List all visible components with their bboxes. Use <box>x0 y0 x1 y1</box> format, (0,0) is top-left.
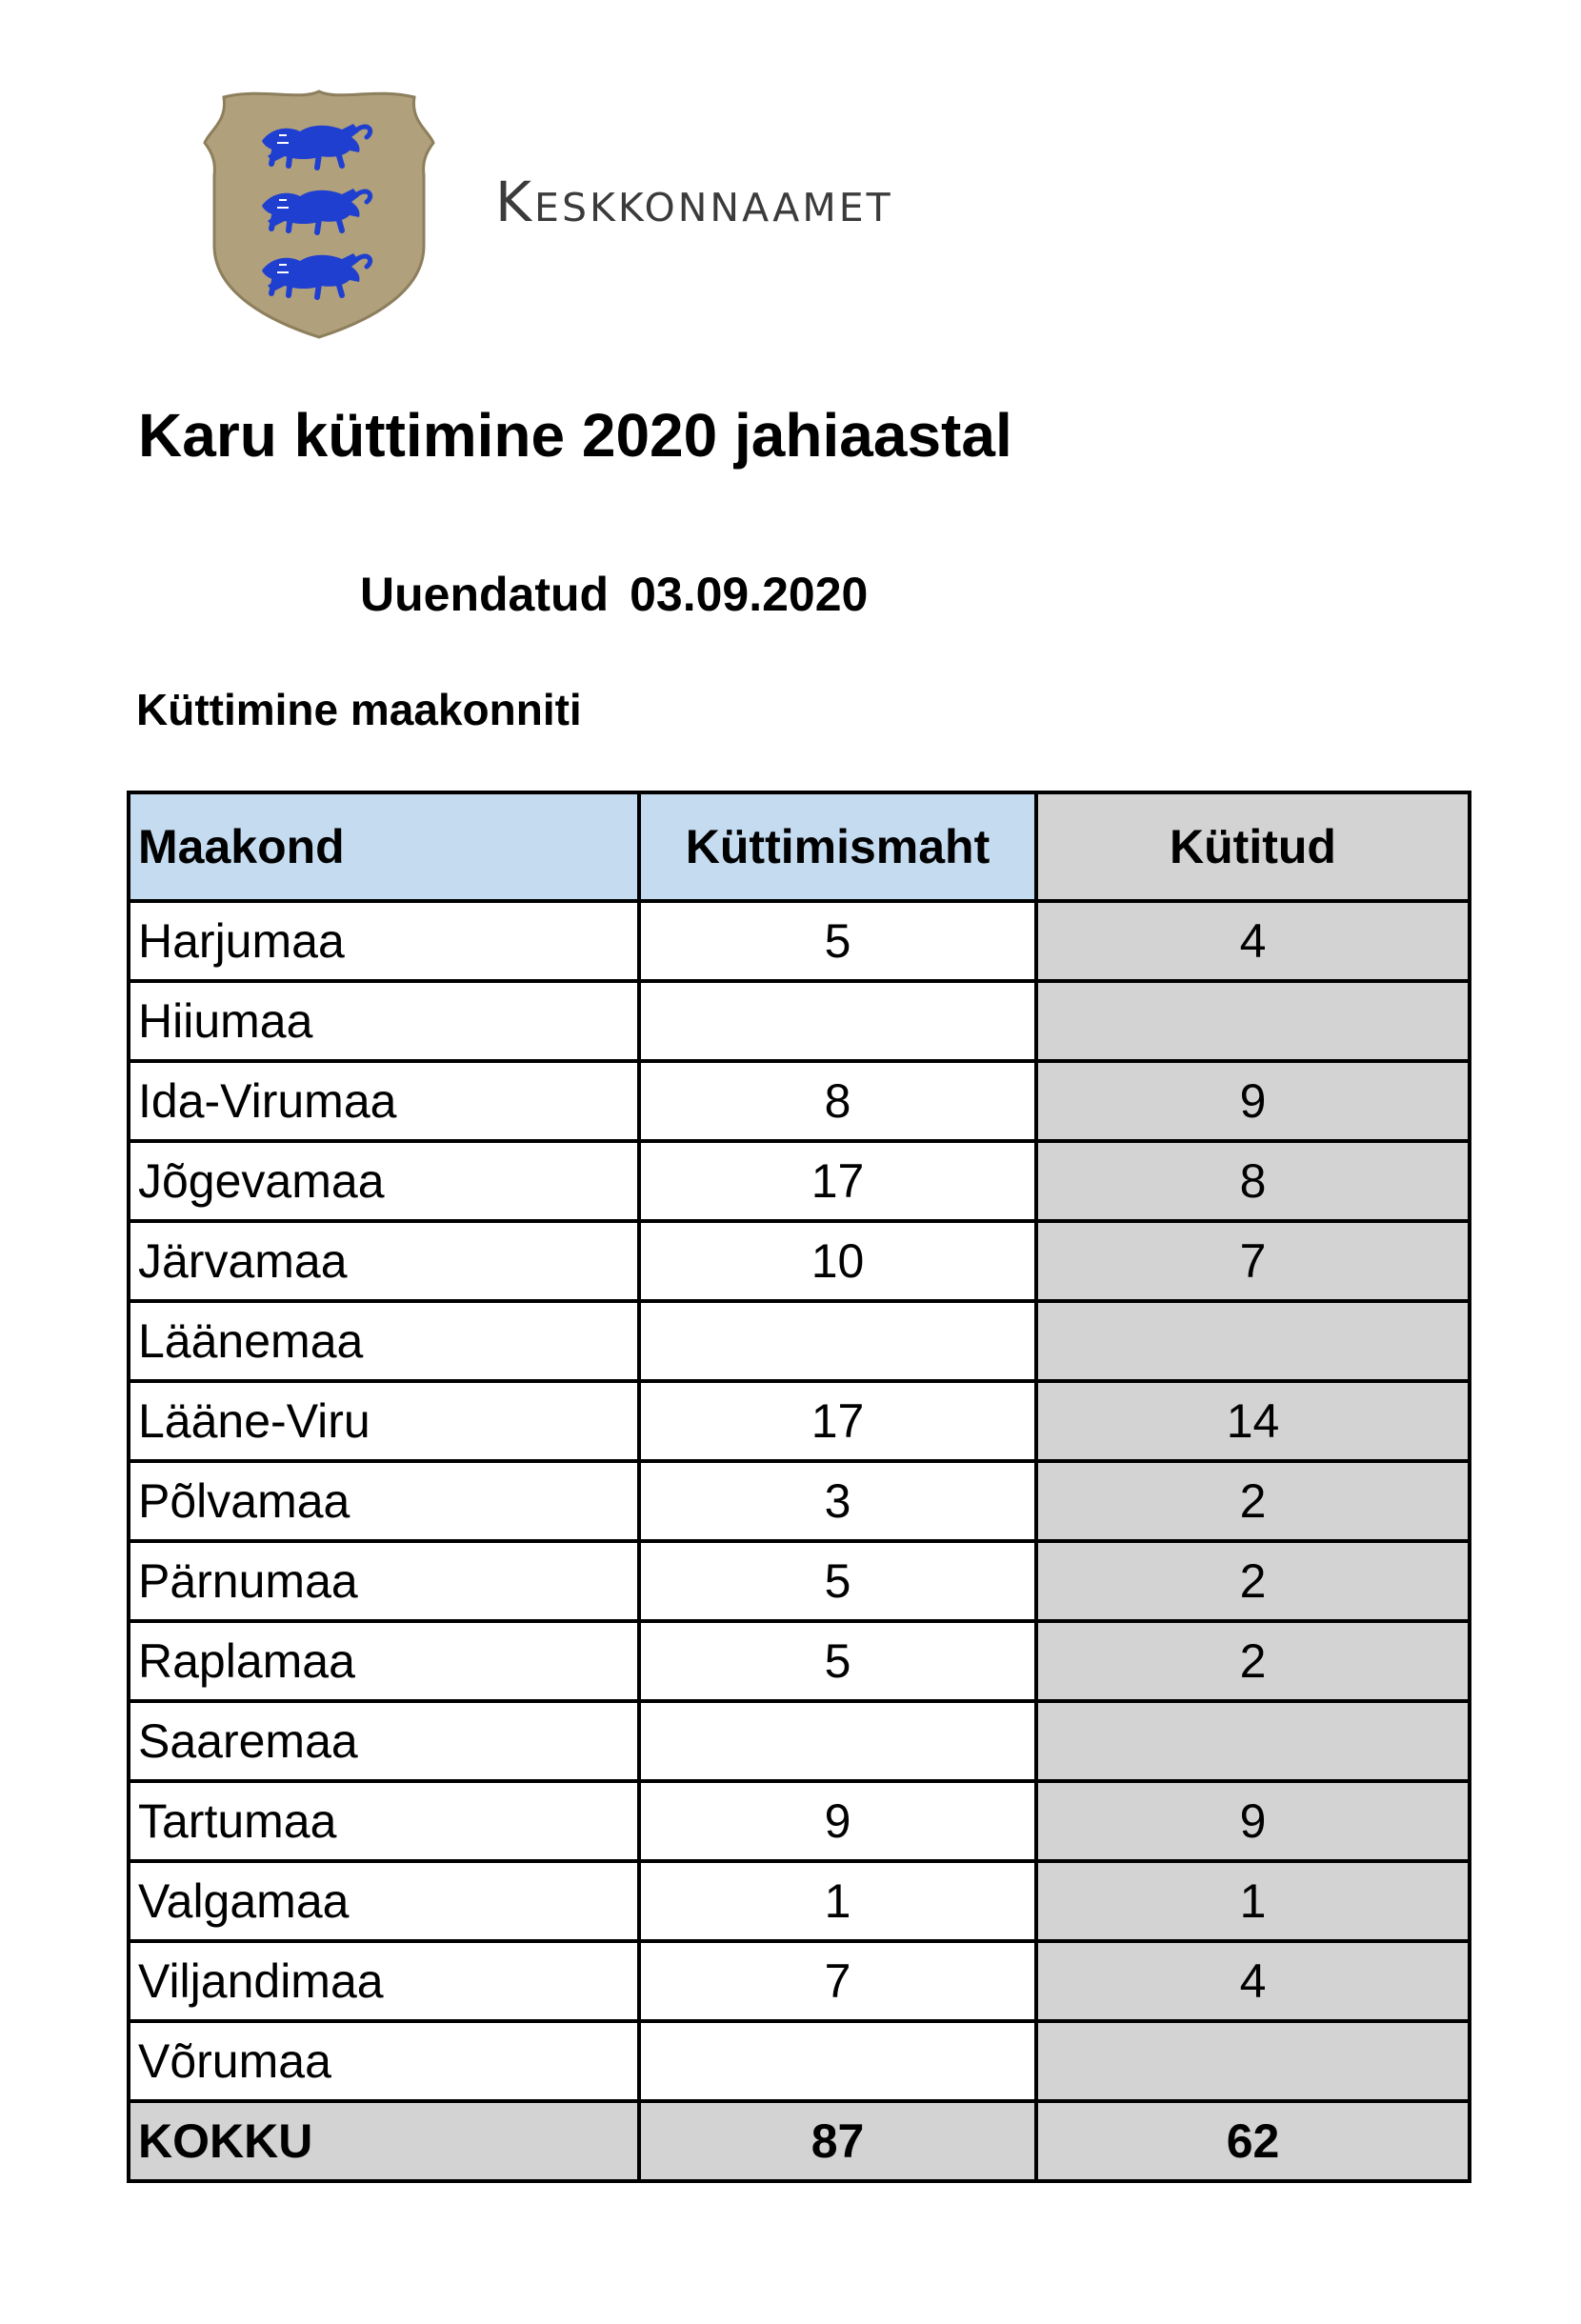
hunted-cell: 2 <box>1036 1461 1470 1541</box>
table-row <box>129 901 1470 981</box>
hunted-cell: 4 <box>1036 1941 1470 2021</box>
county-name: Võrumaa <box>129 2021 639 2101</box>
table-total-row <box>129 2101 1470 2181</box>
table-row <box>129 1061 1470 1141</box>
county-name: Järvamaa <box>129 1221 639 1301</box>
table-row <box>129 981 1470 1061</box>
total-quota: 87 <box>639 2101 1036 2181</box>
updated-line <box>360 567 868 622</box>
page-title: Karu küttimine 2020 jahiaastal <box>138 401 1012 470</box>
quota-cell <box>639 1701 1036 1781</box>
hunted-cell: 2 <box>1036 1621 1470 1701</box>
quota-cell: 5 <box>639 901 1036 981</box>
quota-cell: 1 <box>639 1861 1036 1941</box>
hunted-cell: 14 <box>1036 1381 1470 1461</box>
table-row <box>129 2021 1470 2101</box>
total-hunted: 62 <box>1036 2101 1470 2181</box>
county-name: Põlvamaa <box>129 1461 639 1541</box>
table-row <box>129 1781 1470 1861</box>
hunted-cell <box>1036 2021 1470 2101</box>
harvest-table <box>127 791 1471 2183</box>
county-name: Saaremaa <box>129 1701 639 1781</box>
hunted-cell <box>1036 1301 1470 1381</box>
table-header-row <box>129 792 1470 901</box>
hunted-cell <box>1036 981 1470 1061</box>
quota-cell: 7 <box>639 1941 1036 2021</box>
quota-cell: 17 <box>639 1381 1036 1461</box>
county-name: Hiiumaa <box>129 981 639 1061</box>
quota-cell: 3 <box>639 1461 1036 1541</box>
table-row <box>129 1301 1470 1381</box>
county-name: Läänemaa <box>129 1301 639 1381</box>
county-name: Jõgevamaa <box>129 1141 639 1221</box>
table-row <box>129 1221 1470 1301</box>
column-header-maakond: Maakond <box>129 792 639 901</box>
county-name: Pärnumaa <box>129 1541 639 1621</box>
estonia-coat-of-arms-icon <box>195 84 443 341</box>
table-row <box>129 1701 1470 1781</box>
hunted-cell: 1 <box>1036 1861 1470 1941</box>
county-name: Tartumaa <box>129 1781 639 1861</box>
county-name: Ida-Virumaa <box>129 1061 639 1141</box>
table-row <box>129 1941 1470 2021</box>
column-header-kutitud: Kütitud <box>1036 792 1470 901</box>
quota-cell: 10 <box>639 1221 1036 1301</box>
table-row <box>129 1381 1470 1461</box>
hunted-cell: 2 <box>1036 1541 1470 1621</box>
county-name: Lääne-Viru <box>129 1381 639 1461</box>
updated-label: Uuendatud <box>360 568 610 621</box>
quota-cell: 8 <box>639 1061 1036 1141</box>
county-name: Viljandimaa <box>129 1941 639 2021</box>
hunted-cell: 9 <box>1036 1781 1470 1861</box>
table-row <box>129 1461 1470 1541</box>
county-name: Raplamaa <box>129 1621 639 1701</box>
table-row <box>129 1141 1470 1221</box>
total-label: KOKKU <box>129 2101 639 2181</box>
table-row <box>129 1621 1470 1701</box>
hunted-cell: 8 <box>1036 1141 1470 1221</box>
county-name: Harjumaa <box>129 901 639 981</box>
hunted-cell: 9 <box>1036 1061 1470 1141</box>
county-name: Valgamaa <box>129 1861 639 1941</box>
column-header-kuttimismaht: Küttimismaht <box>639 792 1036 901</box>
quota-cell <box>639 1301 1036 1381</box>
table-row <box>129 1541 1470 1621</box>
hunted-cell: 7 <box>1036 1221 1470 1301</box>
table-row <box>129 1861 1470 1941</box>
quota-cell: 5 <box>639 1621 1036 1701</box>
quota-cell <box>639 981 1036 1061</box>
updated-date: 03.09.2020 <box>630 568 869 621</box>
quota-cell: 17 <box>639 1141 1036 1221</box>
hunted-cell: 4 <box>1036 901 1470 981</box>
quota-cell: 5 <box>639 1541 1036 1621</box>
quota-cell <box>639 2021 1036 2101</box>
section-subtitle: Küttimine maakonniti <box>136 685 582 734</box>
quota-cell: 9 <box>639 1781 1036 1861</box>
org-name: Keskkonnaamet <box>495 170 893 234</box>
hunted-cell <box>1036 1701 1470 1781</box>
